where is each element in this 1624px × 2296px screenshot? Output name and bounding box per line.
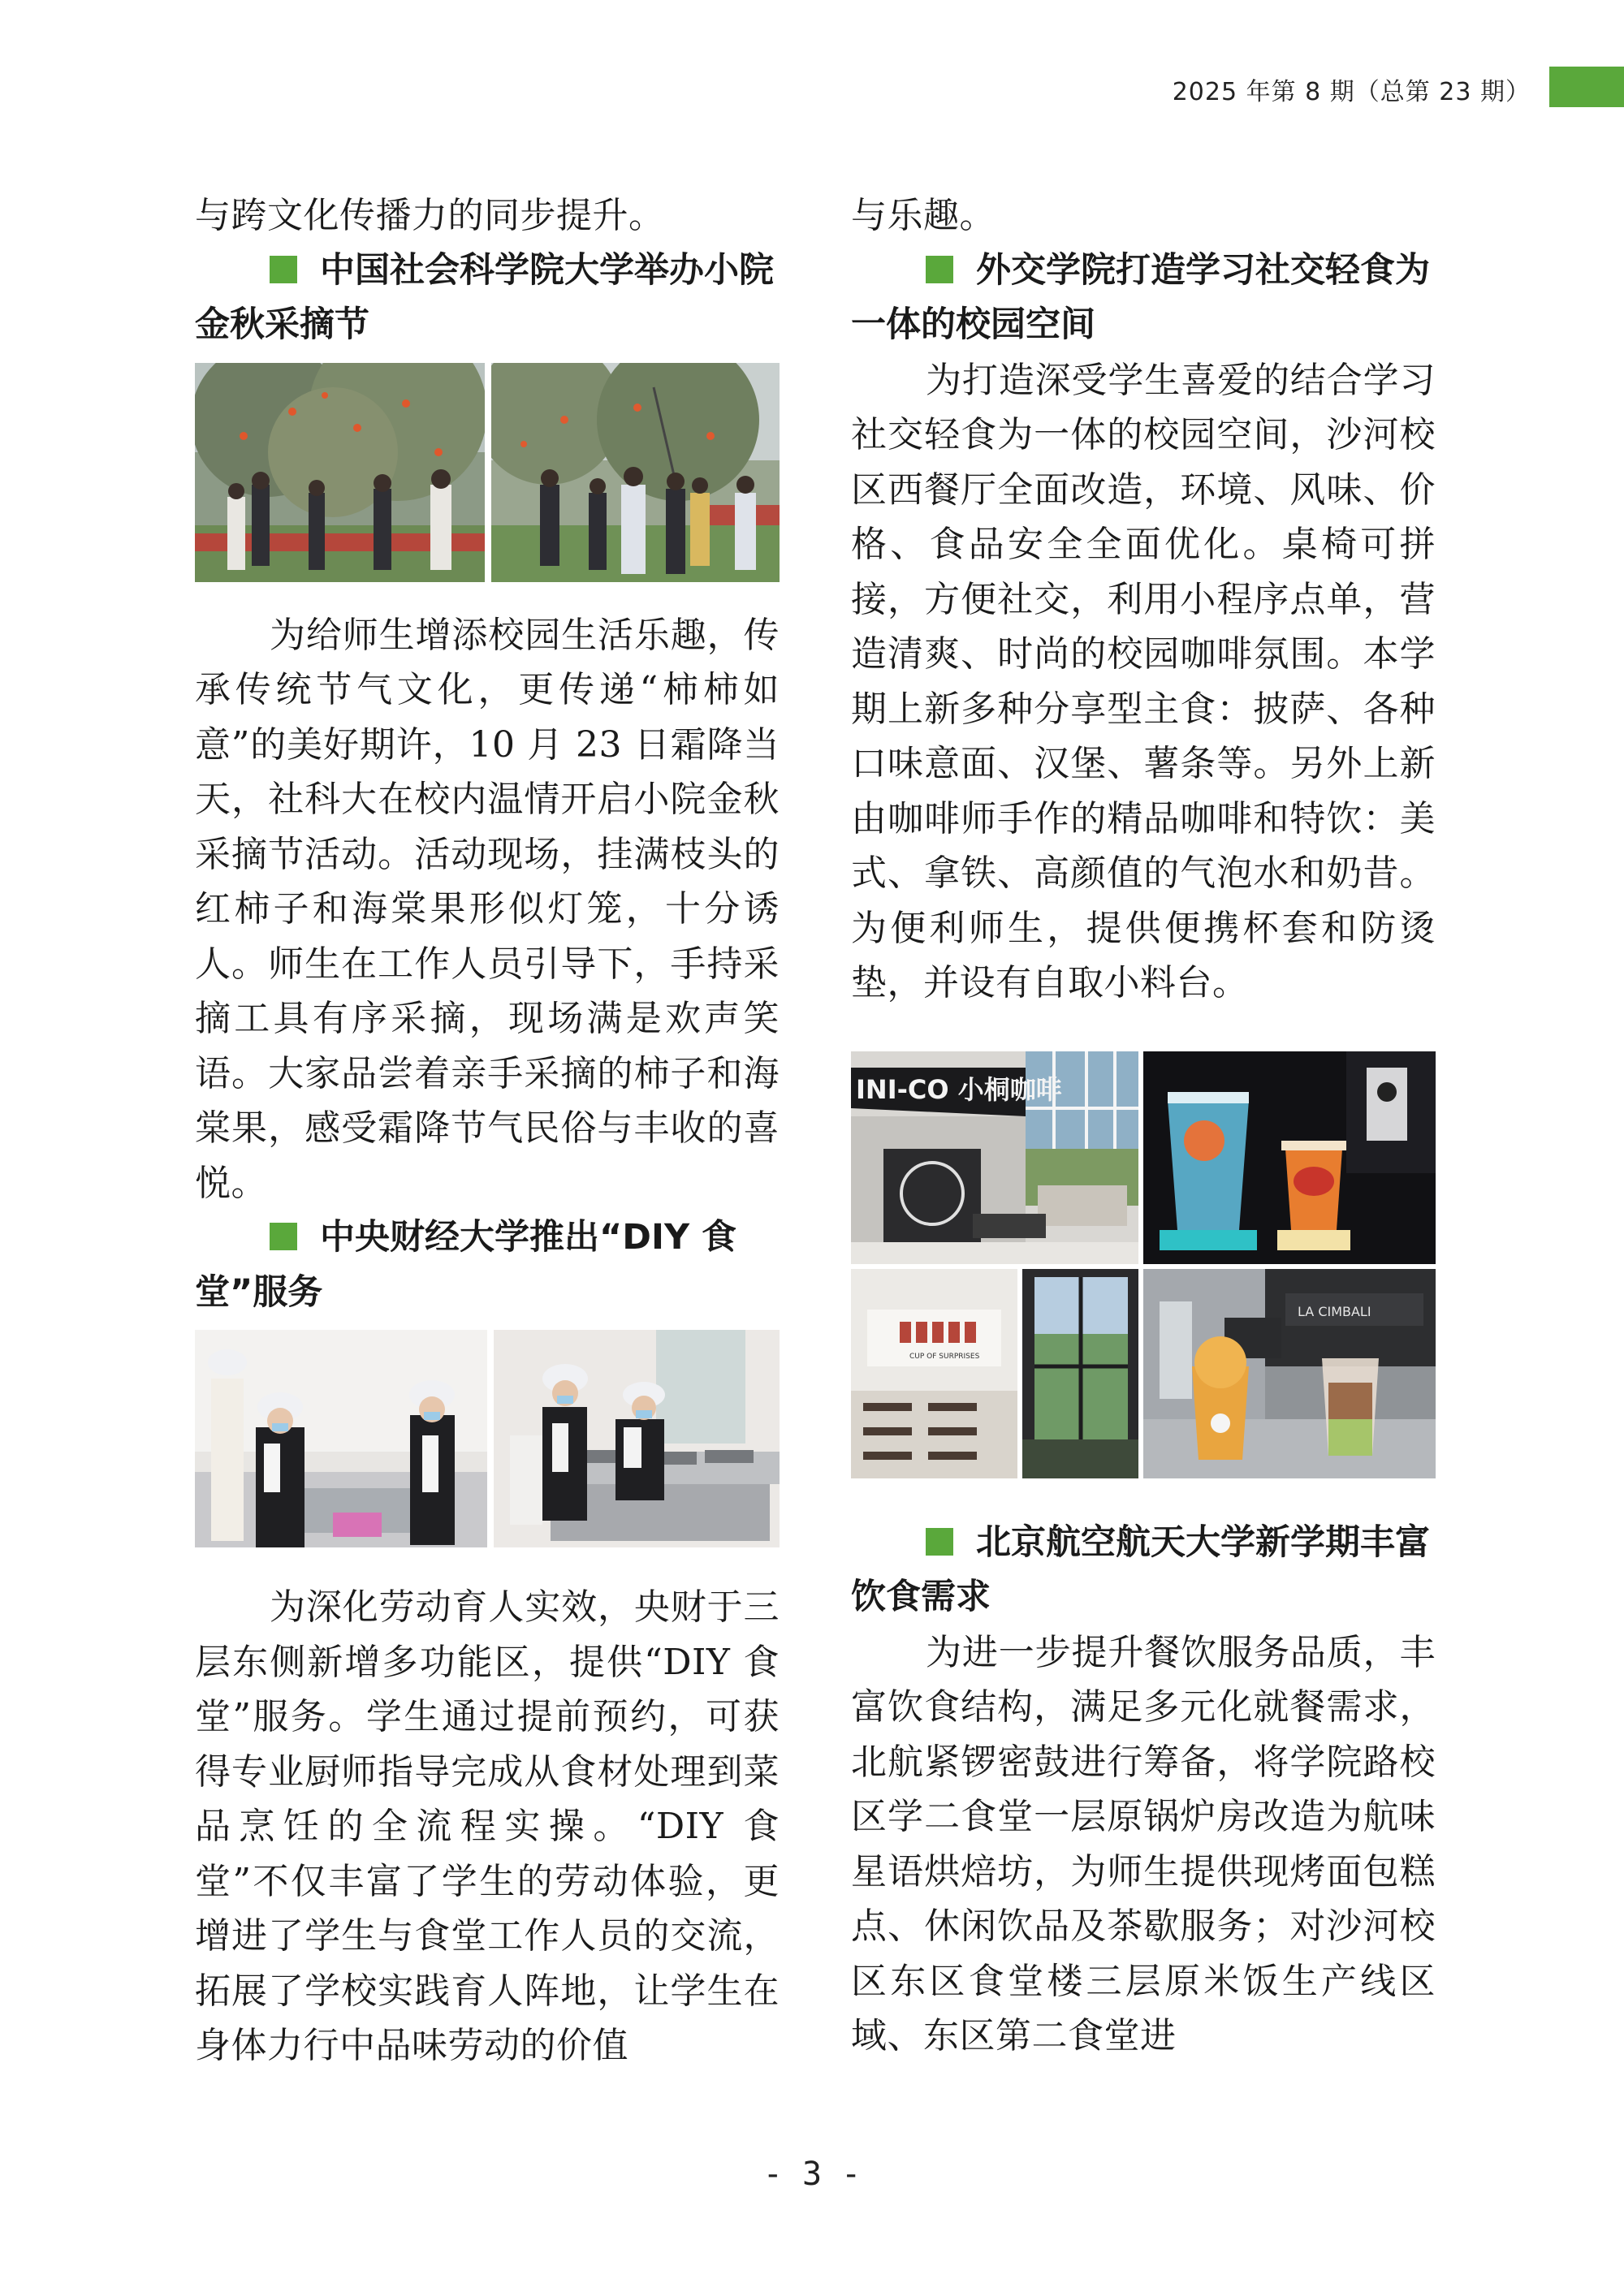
right-column — [851, 188, 1436, 2064]
header-accent-bar — [1549, 67, 1624, 107]
cafe-poster-text: CUP OF SURPRISES — [909, 1352, 980, 1361]
section-heading-cass-text: 中国社会科学院大学举办小院金秋采摘节 — [195, 249, 774, 345]
green-square-icon — [270, 1223, 297, 1250]
issue-label: 2025 年第 8 期（总第 23 期） — [1172, 78, 1531, 106]
section-body-cfau: 为打造深受学生喜爱的结合学习社交轻食为一体的校园空间，沙河校区西餐厅全面改造，环境、风味、价格、食品安全全面优化。桌椅可拼接，方便社交，利用小程序点单，营造清爽、时尚的校园咖啡氛围。本学期上新多种分享型主食：披萨、各种口味意面、汉堡、薯条等。另外上新由咖啡师手作的精品咖啡和特饮：美式、拿铁、高颜值的气泡水和奶昔。为便利师生，提供便携杯套和防烫垫，并设有自取小料台。 — [851, 359, 1436, 1003]
espresso-machine-brand: LA CIMBALI — [1298, 1303, 1371, 1319]
section-heading-cufe — [195, 1211, 780, 1320]
section-heading-cass — [195, 244, 780, 353]
photo-orchard-picking-right — [491, 363, 780, 582]
page-number: - 3 - — [762, 2156, 862, 2193]
photo-orchard-picking-left — [195, 363, 485, 582]
green-square-icon — [270, 256, 297, 283]
photo-drinks-coffee — [1143, 1269, 1436, 1478]
section-body-cass: 为给师生增添校园生活乐趣，传承传统节气文化，更传递“柿柿如意”的美好期许，10 月 23 日霜降当天，社科大在校内温情开启小院金秋采摘节活动。活动现场，挂满枝头的红柿子和海棠果形似灯笼，十分诱人。师生在工作人员引导下，手持采摘工具有序采摘，现场满是欢声笑语。大家品尝着亲手采摘的柿子和海棠果，感受霜降节气民俗与丰收的喜悦。 — [195, 614, 780, 1204]
section-heading-cfau — [851, 244, 1436, 353]
section-heading-cfau-text: 外交学院打造学习社交轻食为一体的校园空间 — [851, 249, 1430, 345]
green-square-icon — [926, 1528, 953, 1556]
section-body-buaa: 为进一步提升餐饮服务品质，丰富饮食结构，满足多元化就餐需求，北航紧锣密鼓进行筹备，将学院路校区学二食堂一层原锅炉房改造为航味星语烘焙坊，为师生提供现烤面包糕点、休闲饮品及茶歇服务；对沙河校区东区食堂楼三层原米饭生产线区域、东区第二食堂进 — [851, 1631, 1436, 2056]
section-heading-cufe-text: 中央财经大学推出“DIY 食堂”服务 — [195, 1217, 737, 1313]
left-intro-tail: 与跨文化传播力的同步提升。 — [195, 195, 665, 236]
photo-row-harvest — [195, 363, 780, 582]
section-body-cufe: 为深化劳动育人实效，央财于三层东侧新增多功能区，提供“DIY 食堂”服务。学生通过提前预约，可获得专业厨师指导完成从食材处理到菜品烹饪的全流程实操。“DIY 食堂”不仅丰富了学生的劳动体验，更增进了学生与食堂工作人员的交流，拓展了学校实践育人阵地，让学生在身体力行中品味劳动的价值 — [195, 1586, 780, 2066]
photo-cafe-window — [1022, 1269, 1138, 1478]
photo-row-diy — [195, 1330, 780, 1547]
left-column — [195, 188, 780, 2074]
photo-cafe-poster — [851, 1269, 1017, 1478]
photo-grid-cafe — [851, 1051, 1434, 1480]
section-heading-buaa — [851, 1516, 1436, 1625]
right-intro-tail: 与乐趣。 — [851, 195, 996, 236]
green-square-icon — [926, 256, 953, 283]
photo-diy-cooking-right — [494, 1330, 780, 1547]
photo-diy-cooking-left — [195, 1330, 487, 1547]
photo-drinks-bubble — [1143, 1051, 1436, 1264]
photo-cafe-interior-sign — [851, 1051, 1138, 1264]
cafe-sign-text: INI-CO 小桐咖啡 — [856, 1073, 1062, 1105]
section-heading-buaa-text: 北京航空航天大学新学期丰富饮食需求 — [851, 1521, 1430, 1617]
